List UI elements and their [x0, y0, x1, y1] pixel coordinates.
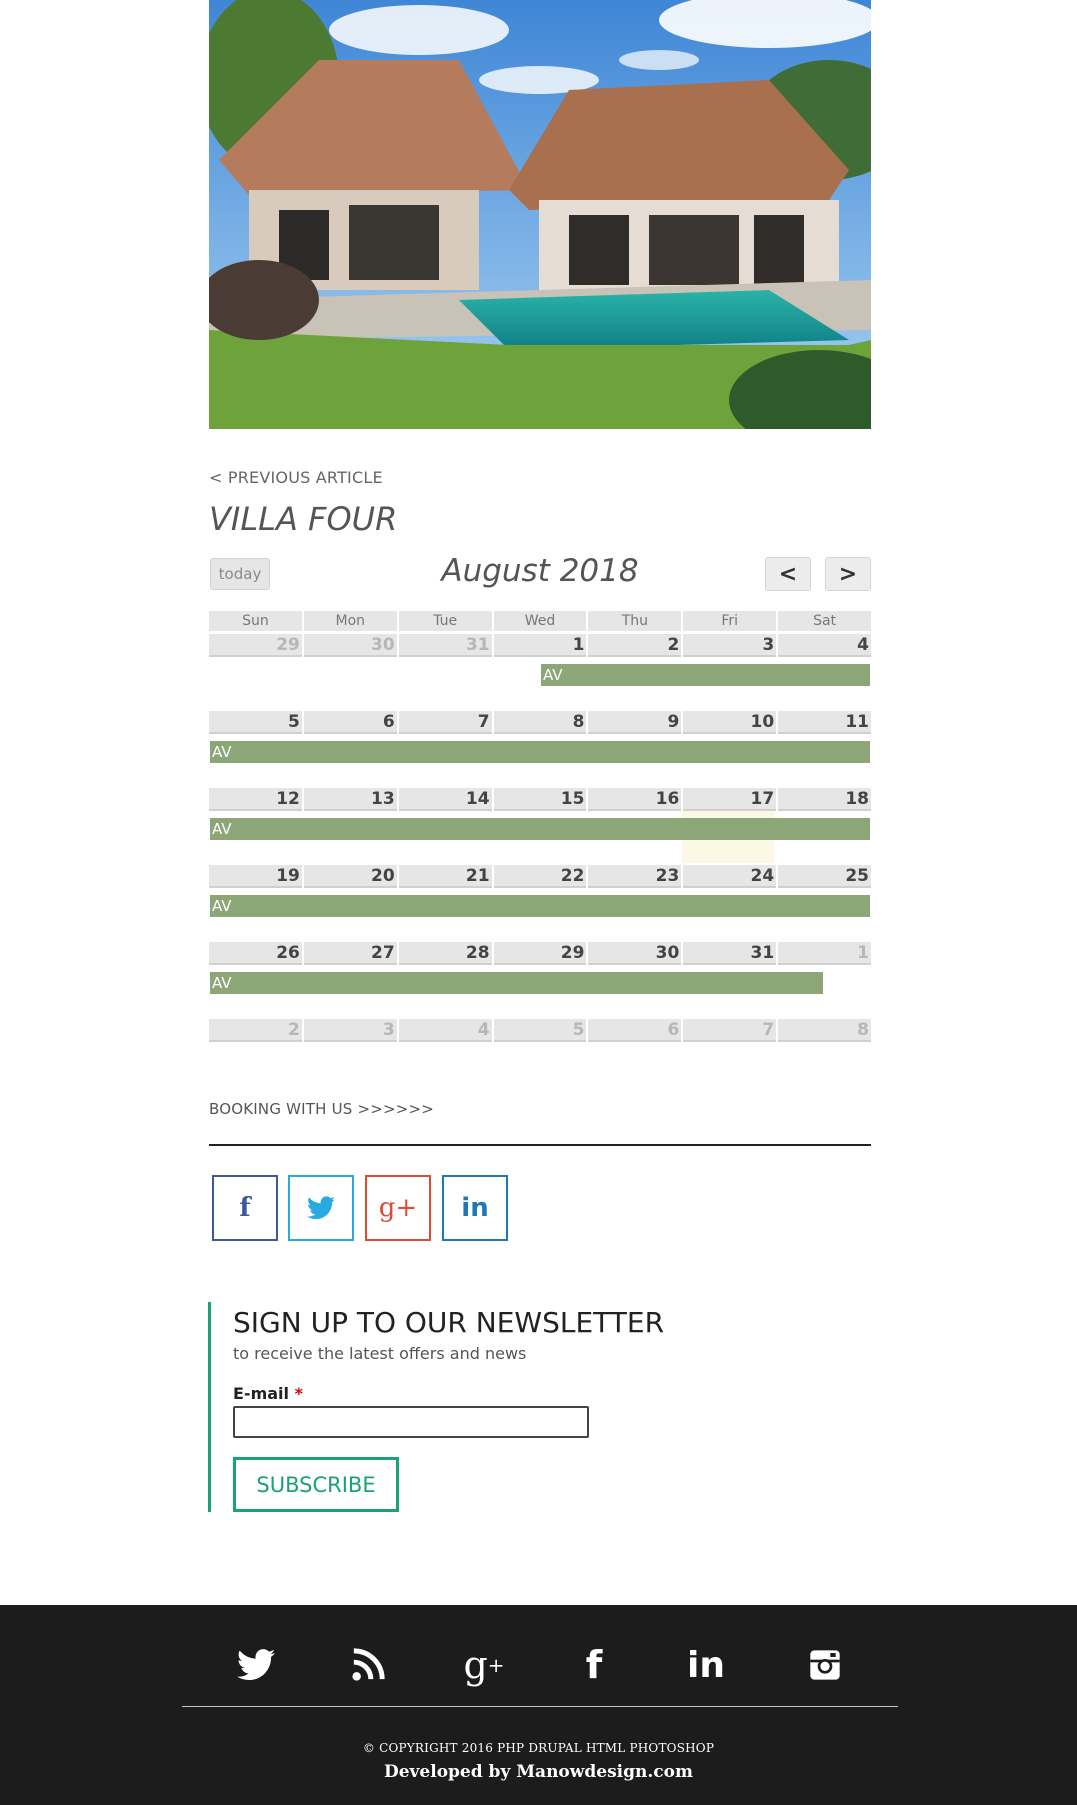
- subscribe-button[interactable]: SUBSCRIBE: [233, 1457, 399, 1512]
- required-mark: *: [294, 1384, 303, 1403]
- facebook-icon: f: [239, 1193, 251, 1223]
- today-button[interactable]: today: [210, 558, 270, 590]
- calendar-month-title: August 2018: [441, 553, 639, 589]
- day-cell[interactable]: 1: [778, 942, 871, 965]
- copyright-text: © COPYRIGHT 2016 PHP DRUPAL HTML PHOTOSHOP: [362, 1741, 715, 1755]
- day-cell[interactable]: 8: [778, 1019, 871, 1042]
- day-number-row: [209, 711, 871, 734]
- instagram-icon[interactable]: [797, 1637, 853, 1693]
- day-cell[interactable]: 26: [209, 942, 302, 965]
- day-cell[interactable]: 12: [209, 788, 302, 811]
- newsletter-block: [208, 1302, 711, 1512]
- weekday-label: Tue: [399, 611, 492, 631]
- weekday-label: Mon: [304, 611, 397, 631]
- day-cell[interactable]: 23: [588, 865, 681, 888]
- email-label: [233, 1384, 303, 1403]
- day-cell[interactable]: 6: [304, 711, 397, 734]
- newsletter-subtitle: to receive the latest offers and news: [233, 1344, 527, 1363]
- weekday-label: Wed: [494, 611, 587, 631]
- footer-divider: [182, 1706, 898, 1707]
- share-linkedin-button[interactable]: [442, 1175, 508, 1241]
- day-cell[interactable]: 29: [494, 942, 587, 965]
- day-cell[interactable]: 17: [683, 788, 776, 811]
- page-title: VILLA FOUR: [209, 500, 398, 538]
- calendar-week: [209, 1019, 871, 1094]
- day-cell[interactable]: 29: [209, 634, 302, 657]
- section-divider: [209, 1144, 871, 1146]
- twitter-icon: [307, 1196, 335, 1220]
- day-cell[interactable]: 5: [494, 1019, 587, 1042]
- day-cell[interactable]: 7: [399, 711, 492, 734]
- day-cell[interactable]: 8: [494, 711, 587, 734]
- day-cell[interactable]: 15: [494, 788, 587, 811]
- day-cell[interactable]: 31: [399, 634, 492, 657]
- day-cell[interactable]: 10: [683, 711, 776, 734]
- site-footer: [0, 1605, 1077, 1805]
- day-cell[interactable]: 31: [683, 942, 776, 965]
- day-number-row: [209, 1019, 871, 1042]
- day-cell[interactable]: 4: [778, 634, 871, 657]
- day-cell[interactable]: 6: [588, 1019, 681, 1042]
- villa-hero-image: [209, 0, 871, 429]
- next-month-button[interactable]: >: [825, 557, 871, 591]
- day-cell[interactable]: 3: [304, 1019, 397, 1042]
- weekday-label: Sun: [209, 611, 302, 631]
- availability-event[interactable]: AV: [210, 741, 870, 763]
- day-cell[interactable]: 27: [304, 942, 397, 965]
- share-twitter-button[interactable]: [288, 1175, 354, 1241]
- weekday-label: Sat: [778, 611, 871, 631]
- day-number-row: [209, 942, 871, 965]
- day-cell[interactable]: 14: [399, 788, 492, 811]
- weekday-label: Fri: [683, 611, 776, 631]
- facebook-icon[interactable]: f: [585, 1643, 603, 1687]
- twitter-icon[interactable]: [228, 1637, 284, 1693]
- prev-month-button[interactable]: <: [765, 557, 811, 591]
- weekday-header: [209, 611, 871, 631]
- availability-event[interactable]: AV: [210, 818, 870, 840]
- developer-credit[interactable]: Developed by Manowdesign.com: [384, 1762, 693, 1782]
- day-cell[interactable]: 11: [778, 711, 871, 734]
- day-cell[interactable]: 24: [683, 865, 776, 888]
- share-googleplus-button[interactable]: [365, 1175, 431, 1241]
- availability-event[interactable]: AV: [210, 972, 823, 994]
- day-cell[interactable]: 4: [399, 1019, 492, 1042]
- day-number-row: [209, 865, 871, 888]
- weekday-label: Thu: [588, 611, 681, 631]
- day-cell[interactable]: 30: [588, 942, 681, 965]
- day-cell[interactable]: 30: [304, 634, 397, 657]
- calendar-week: [209, 788, 871, 863]
- day-cell[interactable]: 2: [588, 634, 681, 657]
- availability-event[interactable]: AV: [541, 664, 870, 686]
- day-cell[interactable]: 16: [588, 788, 681, 811]
- day-cell[interactable]: 28: [399, 942, 492, 965]
- day-cell[interactable]: 18: [778, 788, 871, 811]
- day-cell[interactable]: 21: [399, 865, 492, 888]
- rss-icon[interactable]: [340, 1637, 396, 1693]
- day-cell[interactable]: 1: [494, 634, 587, 657]
- day-cell[interactable]: 25: [778, 865, 871, 888]
- previous-article-link[interactable]: < PREVIOUS ARTICLE: [209, 468, 383, 487]
- newsletter-title: SIGN UP TO OUR NEWSLETTER: [233, 1306, 665, 1339]
- google-plus-icon[interactable]: g +: [463, 1643, 505, 1687]
- calendar-week: [209, 634, 871, 709]
- day-cell[interactable]: 5: [209, 711, 302, 734]
- day-number-row: [209, 788, 871, 811]
- email-label-text: E-mail: [233, 1384, 290, 1403]
- day-cell[interactable]: 2: [209, 1019, 302, 1042]
- calendar-week: [209, 711, 871, 786]
- day-cell[interactable]: 3: [683, 634, 776, 657]
- google-plus-icon: g+: [378, 1193, 418, 1223]
- day-cell[interactable]: 19: [209, 865, 302, 888]
- day-number-row: [209, 634, 871, 657]
- calendar-week: [209, 865, 871, 940]
- availability-event[interactable]: AV: [210, 895, 870, 917]
- linkedin-icon[interactable]: in: [687, 1644, 725, 1686]
- linkedin-icon: in: [461, 1193, 489, 1223]
- calendar-week: [209, 942, 871, 1017]
- day-cell[interactable]: 20: [304, 865, 397, 888]
- email-field[interactable]: [233, 1406, 589, 1438]
- share-facebook-button[interactable]: [212, 1175, 278, 1241]
- day-cell[interactable]: 7: [683, 1019, 776, 1042]
- day-cell[interactable]: 9: [588, 711, 681, 734]
- day-cell[interactable]: 22: [494, 865, 587, 888]
- day-cell[interactable]: 13: [304, 788, 397, 811]
- booking-link[interactable]: BOOKING WITH US >>>>>>: [209, 1100, 435, 1118]
